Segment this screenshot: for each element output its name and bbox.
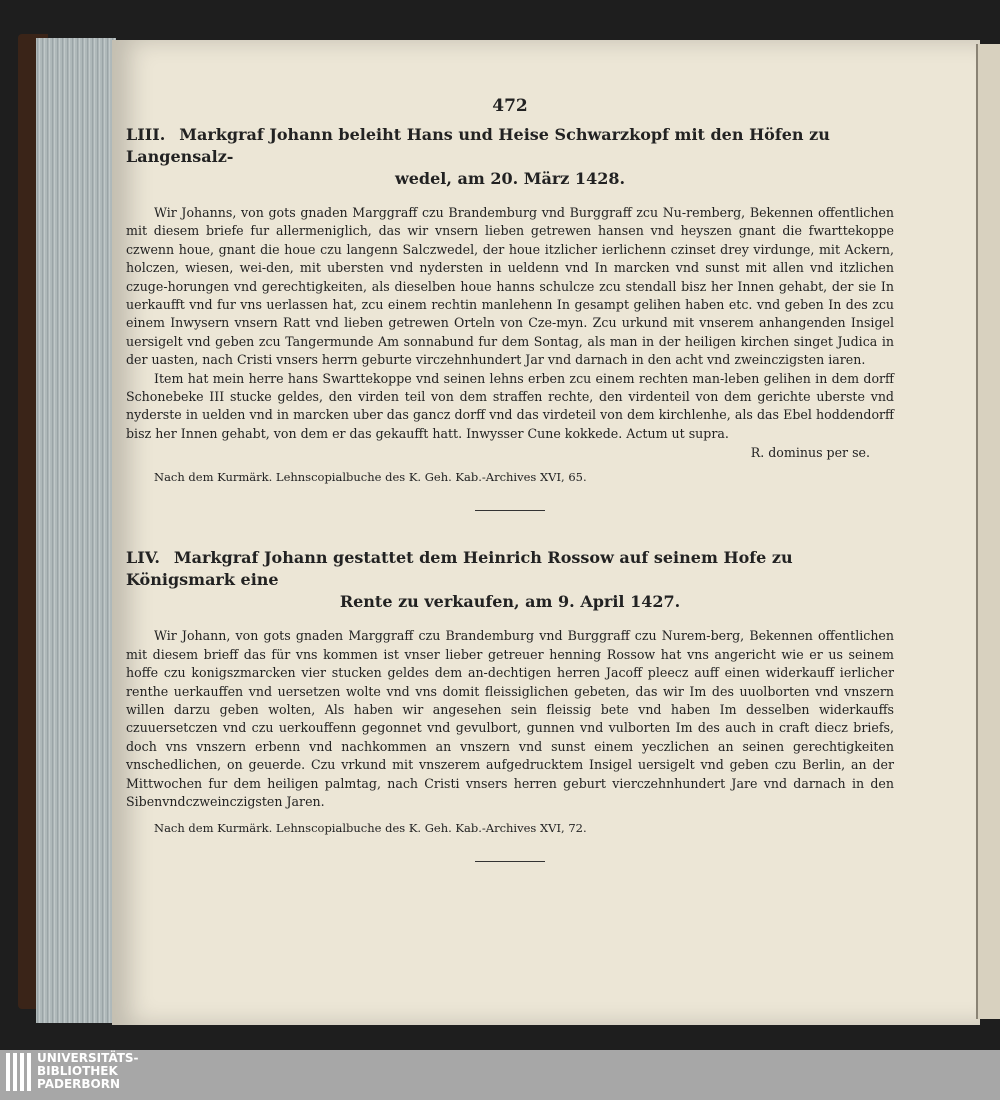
- section-number: LIV.: [126, 548, 160, 568]
- section-divider: [475, 510, 545, 511]
- section-heading-54: [126, 547, 894, 613]
- next-page-edge: [976, 44, 1000, 1019]
- page-number: 472: [492, 96, 528, 116]
- paragraph: Item hat mein herre hans Swarttekoppe vnd seinen lehns erben zcu einem rechten man-leben gelihen in dem dorff Schonebeke III stucke geldes, den virden teil von dem straffen rechte, den virdenteil von dem gerichte uberste vnd nyderste in uelden vnd in marcken uber das gancz dorff vnd das virdeteil von dem kirchlenhe, als das Ebel hoddendorff bisz her Innen gehabt, von dem er das gekaufft hatt. Inwysser Cune kokkede. Actum ut supra.: [126, 370, 894, 441]
- paragraph: Wir Johann, von gots gnaden Marggraff czu Brandemburg vnd Burggraff czu Nurem-berg, Bekennen offentlichen mit diesem brieff das für vns kommen ist vnser lieber getreuer henning Rossow hat vns angericht wie er us seinem hoffe czu konigszmarcken vier stucken geldes dem an-dechtigen herren Jacoff pleecz auff einen widerkauff ierlicher renthe uerkauffen vnd uersetzen wolte vnd vns domit fleissiglichen gebeten, das wir Im des uuolborten vnd vnszern willen darzu geben wolten, Als haben wir angesehen sein fleissig bete vnd haben Im desselben widerkauffs czuuersetczen vnd czu uerkouffenn gegonnet vnd gevulbort, gunnen vnd vulborten Im des auch in craft diecz briefs, doch vns vnszern erbenn vnd nachkommen an vnszern vnd sunst einem yeczlichen an seinen gerechtigkeiten vnschedlichen, on geuerde. Czu vrkund mit vnszerem aufgedrucktem Insigel uersigelt vnd geben czu Berlin, an der Mittwochen fur dem heiligen palmtag, nach Cristi vnsers herren geburt vierczehnhundert Jare vnd darnach in den Sibenvndczweinczigsten Jaren.: [126, 628, 894, 809]
- section-body-53: [126, 204, 894, 443]
- section-number: LIII.: [126, 125, 166, 144]
- page-content: [126, 56, 894, 898]
- section-body-54: [126, 627, 894, 811]
- logo-text: [37, 1052, 139, 1091]
- section-title: Markgraf Johann gestattet dem Heinrich Rossow auf seinem Hofe zu Königsmark eine: [126, 548, 793, 590]
- section-title: Markgraf Johann beleiht Hans und Heise Schwarzkopf mit den Höfen zu Langensalz-: [126, 125, 830, 166]
- source-note: Nach dem Kurmärk. Lehnscopialbuche des K. Geh. Kab.-Archives XVI, 72.: [154, 821, 587, 836]
- paragraph: Wir Johanns, von gots gnaden Marggraff czu Brandemburg vnd Burggraff zcu Nu-remberg, Bekennen offentlichen mit diesem briefe fur allermeniglich, das wir vnsern lieben getrewen hansen vnd heyszen gnant die fwarttekoppe czwenn houe, gnant die houe czu langenn Salczwedel, der houe itzlicher ierlichenn czinset drey virdunge, mit Ackern, holczen, wiesen, wei-den, mit ubersten vnd nydersten in ueldenn vnd In marcken vnd sunst mit allen vnd itzlichen czuge-horungen vnd gerechtigkeiten, als dieselben houe hanns schulcze zcu stendall bisz her Innen gehabt, der sie In uerkaufft vnd fur vns uerlassen hat, zcu einem rechtin manlehenn In gesampt gelihen haben etc. vnd geben In des zcu einem Inwysern vnsern Ratt vnd lieben getrewen Orteln von Cze-myn. Zcu urkund mit vnserem anhangenden Insigel uersigelt vnd geben zcu Tangermunde Am sonnabund fur dem Sontag, als man in der heiligen kirchen singet Judica in der uasten, nach Cristi vnsers herrn geburte virczehnhundert Jar vnd darnach in den acht vnd zweinczigsten iaren.: [126, 205, 894, 368]
- footer-bar: [0, 1050, 1000, 1100]
- section-divider: [475, 861, 545, 862]
- logo-line: UNIVERSITÄTS-: [37, 1051, 139, 1065]
- section-title-continued: Rente zu verkaufen, am 9. April 1427.: [339, 592, 681, 612]
- page-edges: [36, 38, 116, 1023]
- source-note: Nach dem Kurmärk. Lehnscopialbuche des K. Geh. Kab.-Archives XVI, 65.: [154, 470, 587, 485]
- logo-bars-icon: [6, 1053, 31, 1091]
- signature: R. dominus per se.: [750, 445, 870, 461]
- section-title-continued: wedel, am 20. März 1428.: [394, 169, 626, 188]
- section-heading-53: [126, 124, 894, 190]
- logo-line: BIBLIOTHEK: [37, 1064, 118, 1078]
- library-logo[interactable]: [6, 1052, 139, 1091]
- logo-line: PADERBORN: [37, 1077, 121, 1091]
